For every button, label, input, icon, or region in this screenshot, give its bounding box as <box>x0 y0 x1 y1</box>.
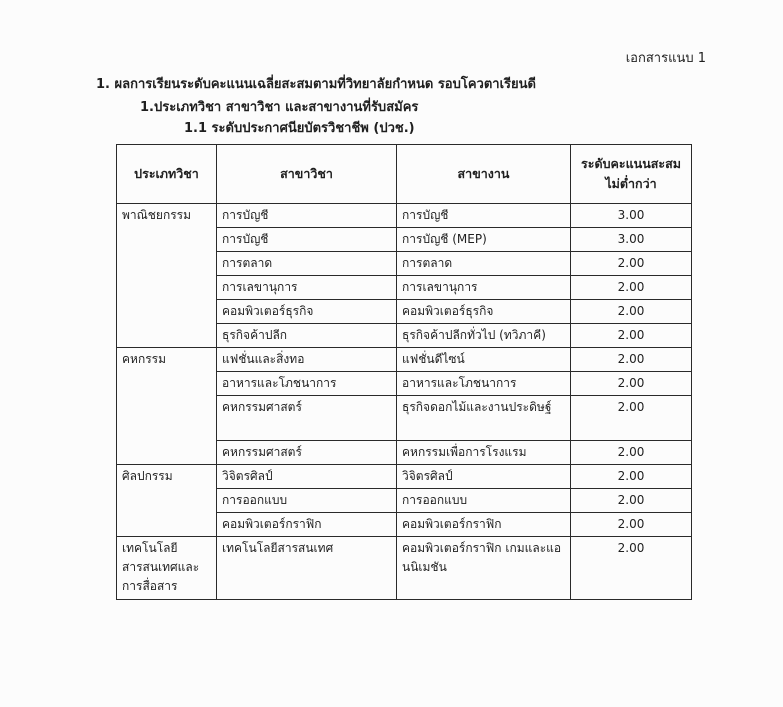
cell-program: การเลขานุการ <box>397 276 571 300</box>
cell-major: ธุรกิจค้าปลีก <box>217 324 397 348</box>
cell-program: การบัญชี <box>397 204 571 228</box>
cell-gpa: 2.00 <box>571 324 692 348</box>
table-row <box>117 372 692 396</box>
header-category: ประเภทวิชา <box>117 145 217 204</box>
cell-category <box>117 300 217 324</box>
cell-major: คอมพิวเตอร์ธุรกิจ <box>217 300 397 324</box>
cell-gpa: 2.00 <box>571 252 692 276</box>
admission-gpa-table <box>116 144 692 600</box>
table-row <box>117 513 692 537</box>
cell-category <box>117 441 217 465</box>
table-row <box>117 252 692 276</box>
cell-program: วิจิตรศิลป์ <box>397 465 571 489</box>
cell-gpa: 2.00 <box>571 465 692 489</box>
cell-category <box>117 276 217 300</box>
table-row <box>117 489 692 513</box>
cell-major: คหกรรมศาสตร์ <box>217 396 397 441</box>
cell-gpa: 2.00 <box>571 513 692 537</box>
cell-category <box>117 396 217 441</box>
section-heading-3: 1.1 ระดับประกาศนียบัตรวิชาชีพ (ปวช.) <box>184 121 415 136</box>
cell-major: คอมพิวเตอร์กราฟิก <box>217 513 397 537</box>
cell-program: การบัญชี (MEP) <box>397 228 571 252</box>
cell-category <box>117 324 217 348</box>
cell-program: คอมพิวเตอร์กราฟิก เกมและแอนนิเมชัน <box>397 537 571 600</box>
cell-major: การออกแบบ <box>217 489 397 513</box>
annex-label: เอกสารแนบ 1 <box>625 51 706 66</box>
cell-gpa: 2.00 <box>571 537 692 600</box>
cell-category: ศิลปกรรม <box>117 465 217 489</box>
cell-category <box>117 489 217 513</box>
cell-category <box>117 372 217 396</box>
header-program: สาขางาน <box>397 145 571 204</box>
cell-major: แฟชั่นและสิ่งทอ <box>217 348 397 372</box>
cell-program: การตลาด <box>397 252 571 276</box>
cell-major: การบัญชี <box>217 204 397 228</box>
table-row <box>117 300 692 324</box>
header-major: สาขาวิชา <box>217 145 397 204</box>
section-heading-2: 1.ประเภทวิชา สาขาวิชา และสาขางานที่รับสมัคร <box>140 100 419 115</box>
cell-major: การตลาด <box>217 252 397 276</box>
cell-program: คอมพิวเตอร์กราฟิก <box>397 513 571 537</box>
cell-program: แฟชั่นดีไซน์ <box>397 348 571 372</box>
cell-category <box>117 252 217 276</box>
cell-category <box>117 228 217 252</box>
cell-program: ธุรกิจค้าปลีกทั่วไป (ทวิภาคี) <box>397 324 571 348</box>
section-heading-1: 1. ผลการเรียนระดับคะแนนเฉลี่ยสะสมตามที่วิทยาลัยกำหนด รอบโควตาเรียนดี <box>96 77 536 92</box>
cell-gpa: 2.00 <box>571 372 692 396</box>
table-row <box>117 537 692 600</box>
table-row <box>117 228 692 252</box>
header-gpa <box>571 145 692 204</box>
cell-program: อาหารและโภชนาการ <box>397 372 571 396</box>
cell-category <box>117 513 217 537</box>
cell-category: คหกรรม <box>117 348 217 372</box>
cell-program: ธุรกิจดอกไม้และงานประดิษฐ์ <box>397 396 571 441</box>
cell-major: การบัญชี <box>217 228 397 252</box>
cell-major: คหกรรมศาสตร์ <box>217 441 397 465</box>
cell-category: เทคโนโลยีสารสนเทศและการสื่อสาร <box>117 537 217 600</box>
cell-category: พาณิชยกรรม <box>117 204 217 228</box>
table-row <box>117 396 692 441</box>
cell-gpa: 2.00 <box>571 396 692 441</box>
cell-program: คหกรรมเพื่อการโรงแรม <box>397 441 571 465</box>
cell-gpa: 3.00 <box>571 228 692 252</box>
cell-major: วิจิตรศิลป์ <box>217 465 397 489</box>
cell-gpa: 2.00 <box>571 489 692 513</box>
table-row <box>117 441 692 465</box>
cell-major: เทคโนโลยีสารสนเทศ <box>217 537 397 600</box>
table-row <box>117 324 692 348</box>
cell-gpa: 2.00 <box>571 441 692 465</box>
cell-gpa: 3.00 <box>571 204 692 228</box>
cell-major: การเลขานุการ <box>217 276 397 300</box>
cell-gpa: 2.00 <box>571 300 692 324</box>
cell-gpa: 2.00 <box>571 276 692 300</box>
cell-program: การออกแบบ <box>397 489 571 513</box>
table-row <box>117 276 692 300</box>
cell-gpa: 2.00 <box>571 348 692 372</box>
table-header-row <box>117 145 692 204</box>
cell-program: คอมพิวเตอร์ธุรกิจ <box>397 300 571 324</box>
table-row <box>117 348 692 372</box>
header-gpa-line2: ไม่ต่ำกว่า <box>605 176 657 191</box>
table-row <box>117 204 692 228</box>
cell-major: อาหารและโภชนาการ <box>217 372 397 396</box>
header-gpa-line1: ระดับคะแนนสะสม <box>581 156 681 171</box>
table-row <box>117 465 692 489</box>
